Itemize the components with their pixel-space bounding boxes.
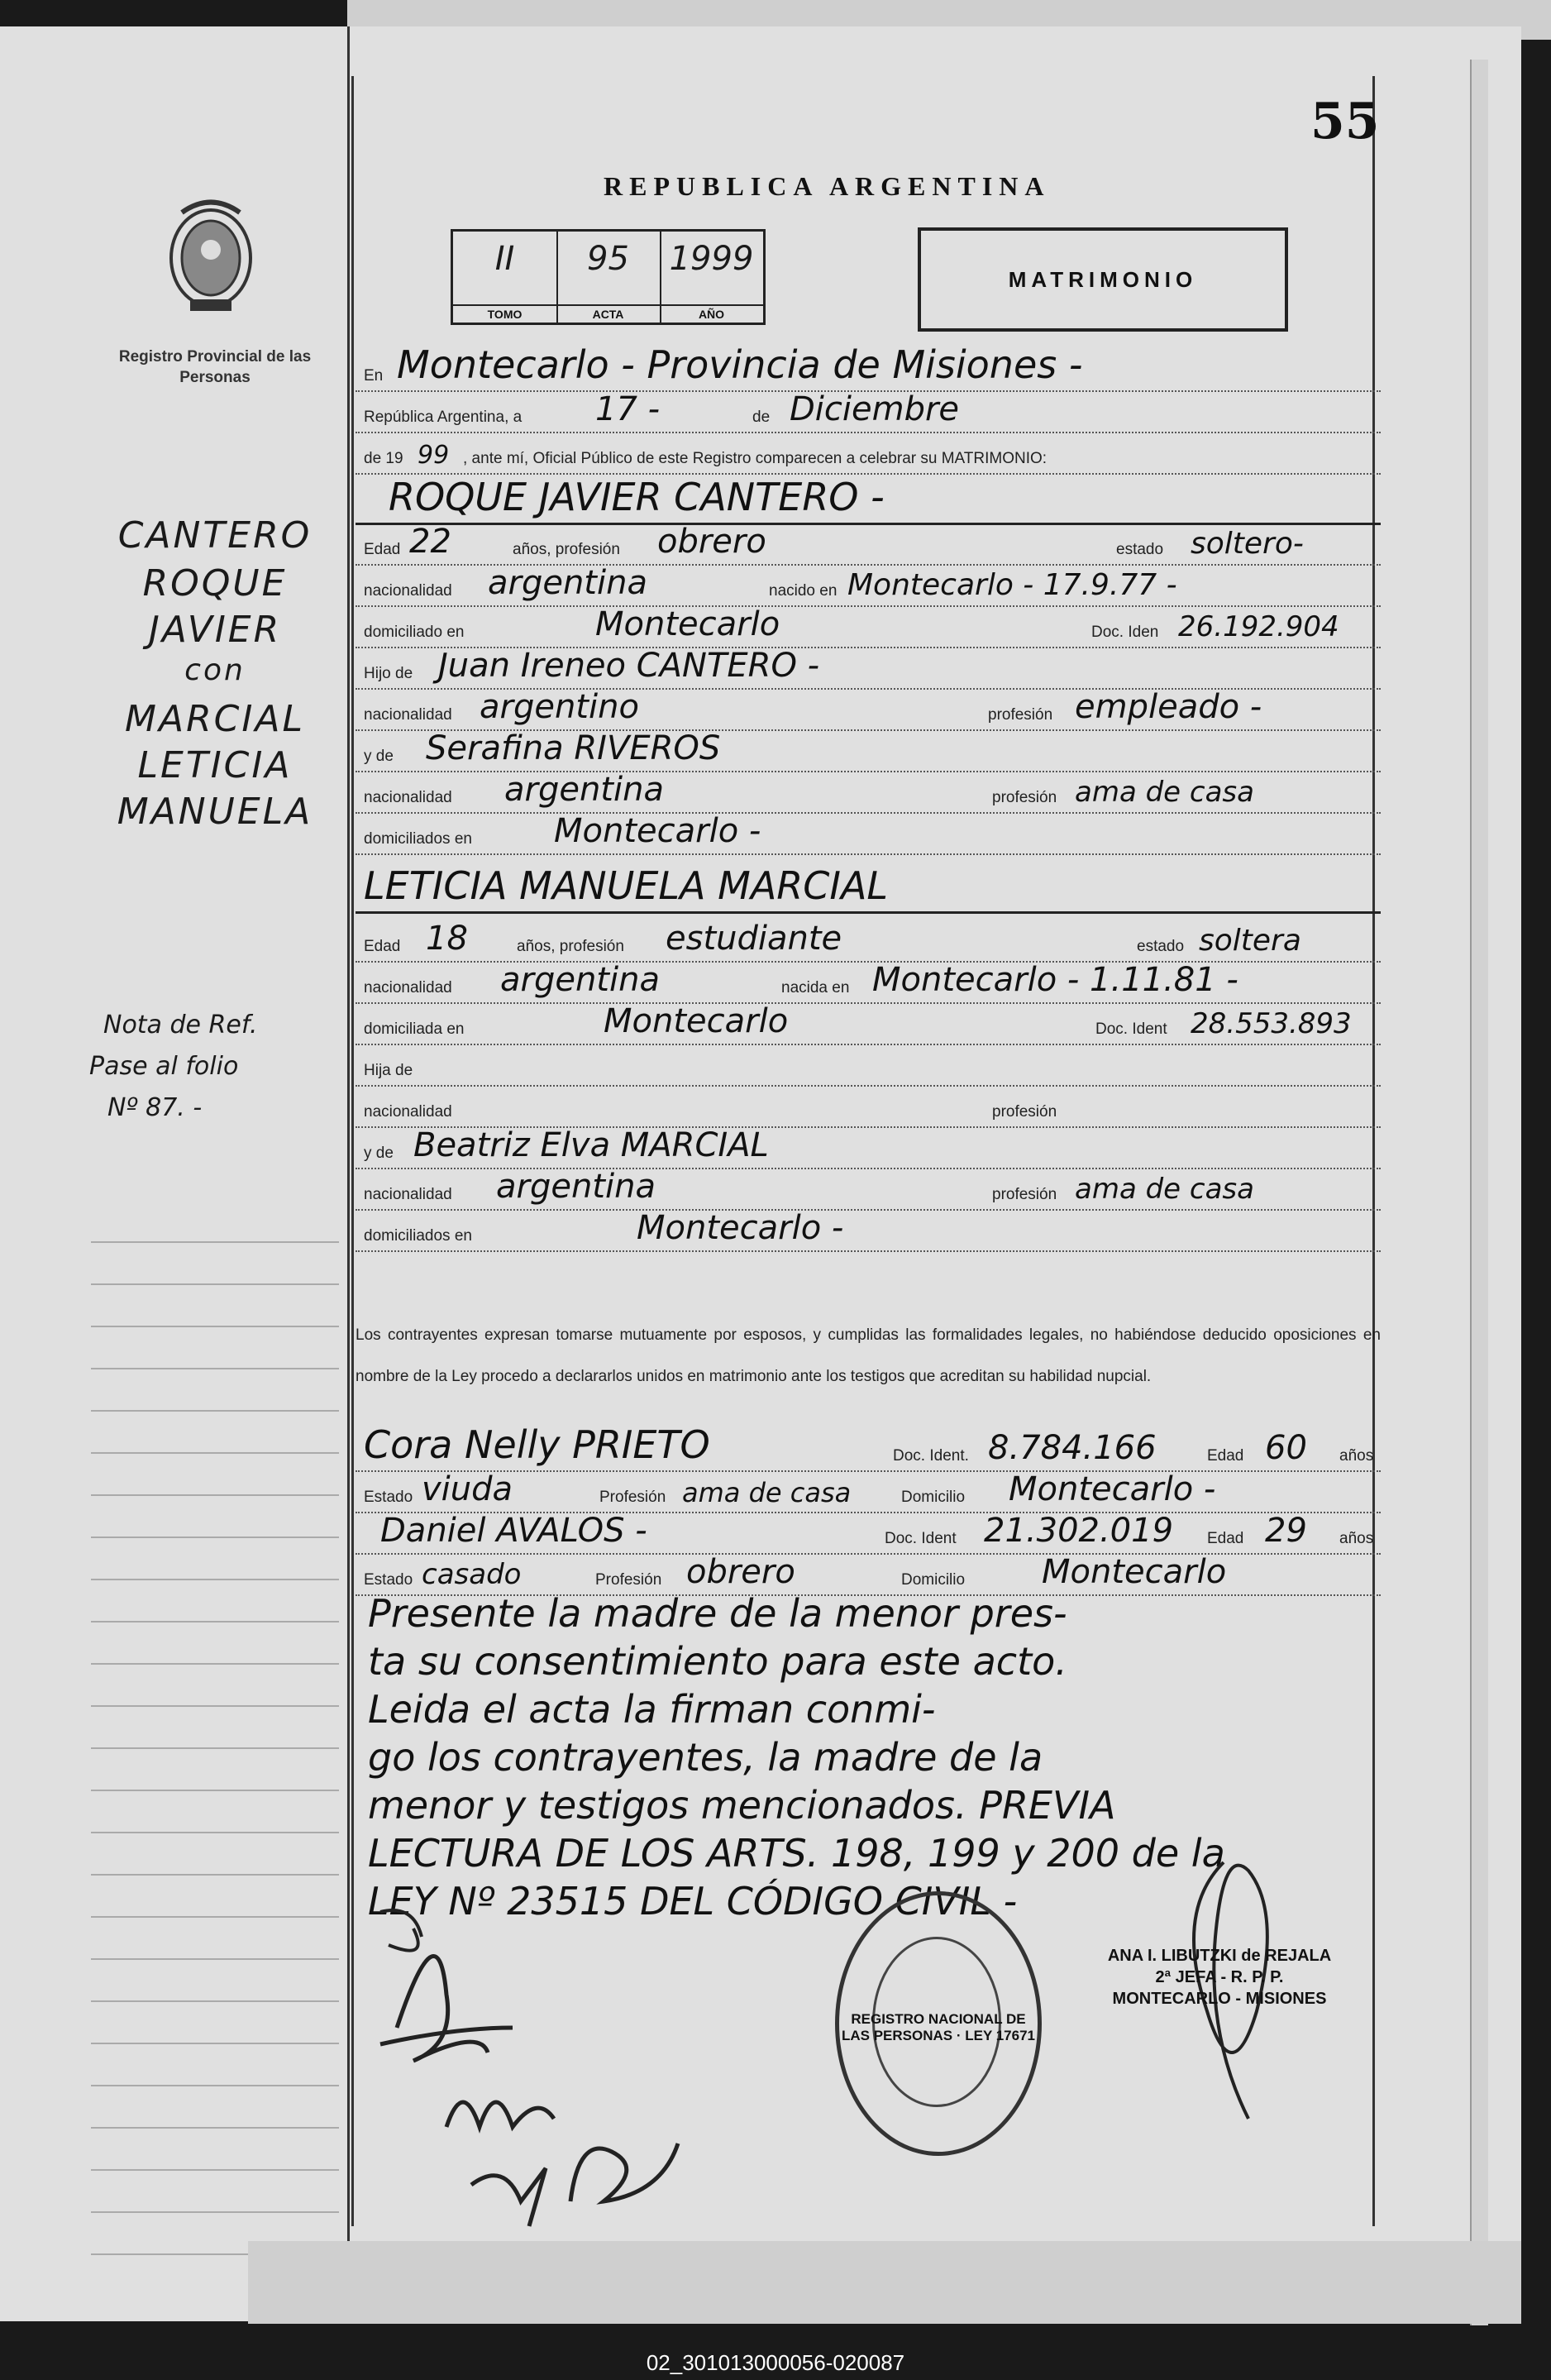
label-bride-domiciliados: domiciliados en — [364, 1227, 472, 1245]
tomo-cell — [453, 232, 558, 323]
bride-edad: 18 — [426, 920, 468, 958]
observation-line: LEY Nº 23515 DEL CÓDIGO CIVIL - — [368, 1879, 1018, 1924]
registry-office-name: Registro Provincial de las Personas — [118, 348, 312, 386]
row-date — [356, 390, 1381, 433]
row-bride-padre-nac — [356, 1085, 1381, 1128]
bride-madre-profesion: ama de casa — [1075, 1173, 1254, 1206]
label-bride-edad: Edad — [364, 938, 401, 955]
bride-domicilio: Montecarlo — [604, 1002, 789, 1040]
register-page — [0, 26, 1521, 2321]
row-bride-hija — [356, 1044, 1381, 1087]
groom-doc: 26.192.904 — [1178, 610, 1339, 643]
signature-groom — [380, 1910, 422, 1951]
signatures-drawing — [364, 1887, 777, 2259]
bride-madre: Beatriz Elva MARCIAL — [413, 1126, 769, 1164]
witness1-doc: 8.784.166 — [988, 1429, 1157, 1467]
groom-name: ROQUE JAVIER CANTERO - — [389, 475, 885, 519]
tomo-label: TOMO — [453, 304, 556, 321]
label-doc: Doc. Iden — [1091, 624, 1159, 641]
label-nacido: nacido en — [769, 582, 838, 600]
coat-of-arms-icon — [157, 192, 265, 316]
label-bride-doc: Doc. Ident — [1095, 1020, 1167, 1038]
label-witness2-profesion: Profesión — [595, 1571, 662, 1589]
row-bride-madre-nac — [356, 1168, 1381, 1211]
row-groom-name — [356, 473, 1381, 525]
label-bride-nacionalidad: nacionalidad — [364, 979, 452, 996]
month-value: Diciembre — [790, 390, 960, 428]
label-bride-y-de: y de — [364, 1145, 394, 1162]
row-bride-edad — [356, 911, 1381, 963]
document-title: REPUBLICA ARGENTINA — [604, 171, 1051, 201]
label-padre-profesion: profesión — [988, 706, 1053, 724]
row-bride-name — [356, 853, 1381, 914]
witness2-name: Daniel AVALOS - — [380, 1512, 647, 1550]
label-witness1-domicilio: Domicilio — [901, 1489, 966, 1506]
witness1-profesion: ama de casa — [682, 1477, 852, 1508]
witness2-profesion: obrero — [686, 1553, 795, 1591]
label-bride-hija: Hija de — [364, 1062, 413, 1079]
legal-text: Los contrayentes expresan tomarse mutuamente por esposos, y cumplidas las formalidades legales, no habiéndose deducido oposiciones en nombre de la Ley procedo a declararlos unidos en matrimonio ante los testigos que acreditan su habilidad nupcial. — [356, 1326, 1381, 1385]
witness1-edad: 60 — [1265, 1429, 1307, 1467]
witness1-name: Cora Nelly PRIETO — [364, 1422, 710, 1467]
row-groom-nac — [356, 564, 1381, 607]
label-year: de 19 — [364, 450, 403, 467]
margin-column — [0, 26, 350, 2321]
label-bride-estado: estado — [1137, 938, 1185, 955]
official-name: ANA I. LIBUTZKI de REJALA — [1107, 1947, 1332, 1965]
label-witness2-edad: Edad — [1207, 1530, 1244, 1547]
observation-line: Leida el acta la firman conmi- — [368, 1687, 936, 1732]
label-witness2-estado: Estado — [364, 1571, 413, 1589]
row-bride-madre — [356, 1126, 1381, 1169]
label-witness2-domicilio: Domicilio — [901, 1571, 966, 1589]
official-block — [1091, 1945, 1348, 2010]
signature-bride — [380, 1956, 513, 2061]
scan-bottom-area — [248, 2241, 1521, 2324]
margin-name-6: MANUELA — [117, 791, 313, 833]
row-groom-madre-nac — [356, 771, 1381, 814]
label-de: de — [752, 409, 771, 426]
official-place: MONTECARLO - MISIONES — [1112, 1990, 1327, 2008]
label-bride-domicilio: domiciliada en — [364, 1020, 465, 1038]
row-bride-padres-dom — [356, 1209, 1381, 1252]
bride-madre-nacionalidad: argentina — [496, 1168, 656, 1206]
groom-padre-nacionalidad: argentino — [480, 688, 639, 726]
label-witness1-profesion: Profesión — [599, 1489, 666, 1506]
stamp-text: REGISTRO NACIONAL DE LAS PERSONAS · LEY 17671 — [842, 2011, 1035, 2043]
groom-padre: Juan Ireneo CANTERO - — [438, 647, 820, 685]
label-en: En — [364, 367, 384, 385]
label-tail: , ante mí, Oficial Público de este Registro comparecen a celebrar su MATRIMONIO: — [463, 450, 1048, 467]
observation-line: go los contrayentes, la madre de la — [368, 1735, 1043, 1780]
label-republica: República Argentina, a — [364, 409, 523, 426]
margin-name-1: ROQUE — [142, 562, 288, 605]
bride-name: LETICIA MANUELA MARCIAL — [364, 863, 889, 908]
margin-surname-bride: MARCIAL — [125, 698, 305, 740]
label-bride-nacida: nacida en — [781, 979, 850, 996]
witness1-estado: viuda — [422, 1470, 513, 1508]
groom-nacionalidad: argentina — [488, 564, 647, 602]
witness2-edad: 29 — [1265, 1512, 1307, 1550]
acta-cell — [556, 232, 661, 323]
observation-line: menor y testigos mencionados. PREVIA — [368, 1783, 1116, 1828]
label-witness2-anos: años — [1339, 1530, 1374, 1547]
day-value: 17 - — [595, 390, 661, 428]
label-bride-padre-nacionalidad: nacionalidad — [364, 1103, 452, 1121]
margin-note-2: Pase al folio — [89, 1052, 239, 1081]
bride-nacionalidad: argentina — [500, 961, 660, 999]
groom-padre-profesion: empleado - — [1075, 688, 1262, 726]
witness2-estado: casado — [422, 1558, 522, 1591]
page-edge — [1470, 60, 1488, 2325]
groom-domicilio: Montecarlo — [595, 605, 780, 643]
label-madre-profesion: profesión — [992, 789, 1057, 806]
left-border-line — [351, 76, 354, 2226]
row-year — [356, 432, 1381, 475]
groom-edad: 22 — [409, 523, 451, 561]
label-witness1-anos: años — [1339, 1447, 1374, 1465]
ano-cell — [660, 232, 763, 323]
label-profesion: años, profesión — [513, 541, 620, 558]
registry-box — [451, 229, 766, 325]
row-place — [356, 342, 1381, 392]
margin-rule-lines — [91, 1201, 339, 2276]
row-witness1-details — [356, 1470, 1381, 1513]
row-bride-nac — [356, 961, 1381, 1004]
row-bride-dom — [356, 1002, 1381, 1045]
witness2-doc: 21.302.019 — [984, 1512, 1174, 1550]
groom-nacido: Montecarlo - 17.9.77 - — [847, 568, 1177, 602]
signature-witness1 — [446, 2102, 554, 2127]
margin-name-2: JAVIER — [148, 609, 282, 651]
margin-surname-groom: CANTERO — [117, 514, 313, 557]
official-stamp — [835, 1891, 1042, 2156]
label-padre-nacionalidad: nacionalidad — [364, 706, 452, 724]
groom-padres-domicilio: Montecarlo - — [554, 812, 761, 850]
label-y-de: y de — [364, 748, 394, 765]
acta-value: 95 — [587, 240, 629, 278]
label-bride-padre-profesion: profesión — [992, 1103, 1057, 1121]
margin-note-1: Nota de Ref. — [103, 1011, 258, 1039]
year-suffix: 99 — [418, 441, 450, 470]
witness1-domicilio: Montecarlo - — [1009, 1470, 1216, 1508]
label-domicilio: domiciliado en — [364, 624, 465, 641]
observation-line: ta su consentimiento para este acto. — [368, 1639, 1067, 1684]
groom-estado: soltero- — [1191, 527, 1304, 561]
label-edad: Edad — [364, 541, 401, 558]
signature-witness2 — [471, 2143, 678, 2226]
label-bride-madre-nacionalidad: nacionalidad — [364, 1186, 452, 1203]
label-witness2-doc: Doc. Ident — [885, 1530, 957, 1547]
observation-line: Presente la madre de la menor pres- — [368, 1591, 1067, 1636]
margin-con: con — [184, 653, 246, 687]
row-groom-dom — [356, 605, 1381, 648]
bride-profesion: estudiante — [666, 920, 842, 958]
image-id-footer: 02_301013000056-020087 — [646, 2350, 905, 2375]
row-groom-padre-nac — [356, 688, 1381, 731]
row-witness1 — [356, 1424, 1381, 1472]
label-estado: estado — [1116, 541, 1164, 558]
witness2-domicilio: Montecarlo — [1042, 1553, 1227, 1591]
label-hijo: Hijo de — [364, 665, 413, 682]
groom-madre: Serafina RIVEROS — [426, 729, 721, 767]
tomo-value: II — [494, 240, 515, 278]
official-role: 2ª JEFA - R. P. P. — [1155, 1968, 1284, 1986]
groom-madre-nacionalidad: argentina — [504, 771, 664, 809]
acta-label: ACTA — [556, 304, 660, 321]
row-groom-madre — [356, 729, 1381, 772]
groom-madre-profesion: ama de casa — [1075, 776, 1254, 809]
act-type-box: MATRIMONIO — [918, 227, 1288, 332]
row-groom-padres-dom — [356, 812, 1381, 855]
bride-estado: soltera — [1199, 924, 1301, 958]
ano-label: AÑO — [660, 304, 763, 321]
bride-doc: 28.553.893 — [1191, 1007, 1352, 1040]
label-madre-nacionalidad: nacionalidad — [364, 789, 452, 806]
row-witness2 — [356, 1512, 1381, 1555]
place-value: Montecarlo - Provincia de Misiones - — [397, 342, 1083, 387]
label-witness1-doc: Doc. Ident. — [893, 1447, 969, 1465]
bride-padres-domicilio: Montecarlo - — [637, 1209, 844, 1247]
label-bride-madre-profesion: profesión — [992, 1186, 1057, 1203]
observation-line: LECTURA DE LOS ARTS. 198, 199 y 200 de la — [368, 1831, 1225, 1876]
ano-value: 1999 — [669, 240, 754, 278]
label-bride-profesion: años, profesión — [517, 938, 624, 955]
bride-nacida: Montecarlo - 1.11.81 - — [872, 961, 1238, 999]
margin-name-5: LETICIA — [137, 744, 293, 786]
margin-note-3: Nº 87. - — [107, 1093, 203, 1122]
label-nacionalidad: nacionalidad — [364, 582, 452, 600]
row-groom-hijo — [356, 647, 1381, 690]
label-witness1-estado: Estado — [364, 1489, 413, 1506]
label-domiciliados: domiciliados en — [364, 830, 472, 848]
page-number: 55 — [1310, 93, 1380, 151]
row-groom-edad — [356, 523, 1381, 566]
groom-profesion: obrero — [657, 523, 766, 561]
label-witness1-edad: Edad — [1207, 1447, 1244, 1465]
